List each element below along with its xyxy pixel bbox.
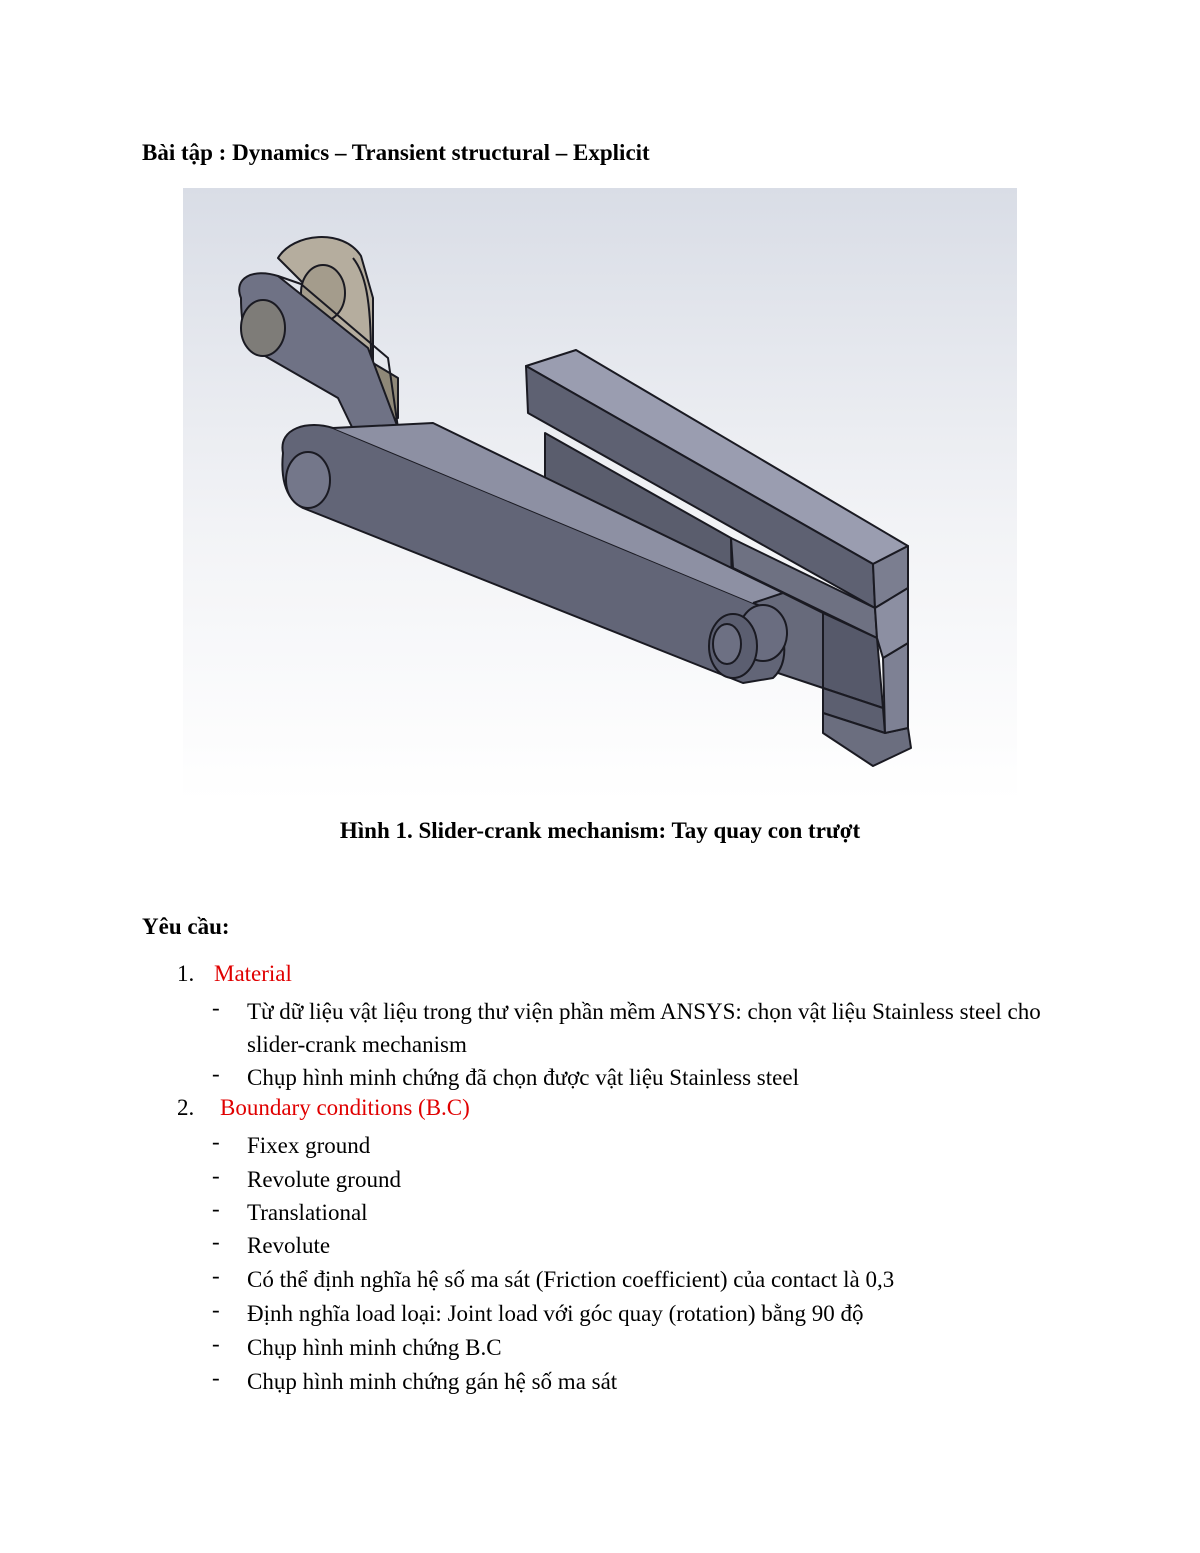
bullet-text: Chụp hình minh chứng đã chọn được vật liệu Stainless steel [247,1065,799,1090]
bullet-text: Có thể định nghĩa hệ số ma sát (Friction coefficient) của contact là 0,3 [247,1267,895,1292]
bullet-dash: - [212,1263,220,1288]
section-2-title: Boundary conditions (B.C) [220,1095,470,1120]
figure-caption: Hình 1. Slider-crank mechanism: Tay quay con trượt [339,818,861,843]
bullet-text: Chụp hình minh chứng gán hệ số ma sát [247,1369,618,1394]
section-1-title: Material [214,961,292,986]
bullet-text: Revolute ground [247,1167,401,1192]
section-1-number: 1. [177,961,195,986]
bullet-text: Revolute [247,1233,331,1258]
section-2-number: 2. [177,1095,195,1120]
slider-crank-figure [183,188,1017,802]
section-1-heading [177,961,292,987]
bullet-dash: - [212,1365,220,1390]
bullet-dash: - [212,1196,220,1221]
bullet-dash: - [212,1061,220,1086]
document-title: Bài tập : Dynamics – Transient structural – Explicit [142,140,650,165]
bullet-text: Translational [247,1200,368,1225]
bullet-dash: - [212,1331,220,1356]
bullet-dash: - [212,1229,220,1254]
bullet-dash: - [212,995,220,1020]
bullet-dash: - [212,1129,220,1154]
bullet-dash: - [212,1297,220,1322]
section-2-heading [177,1095,470,1121]
requirements-heading: Yêu cầu: [142,914,230,939]
bullet-text: Từ dữ liệu vật liệu trong thư viện phần mềm ANSYS: chọn vật liệu Stainless steel cho slider-crank mechanism [247,999,1041,1057]
bullet-text: Fixex ground [247,1133,371,1158]
bullet-dash: - [212,1163,220,1188]
bullet-text: Chụp hình minh chứng B.C [247,1335,502,1360]
bullet-text: Định nghĩa load loại: Joint load với góc quay (rotation) bằng 90 độ [247,1301,864,1326]
